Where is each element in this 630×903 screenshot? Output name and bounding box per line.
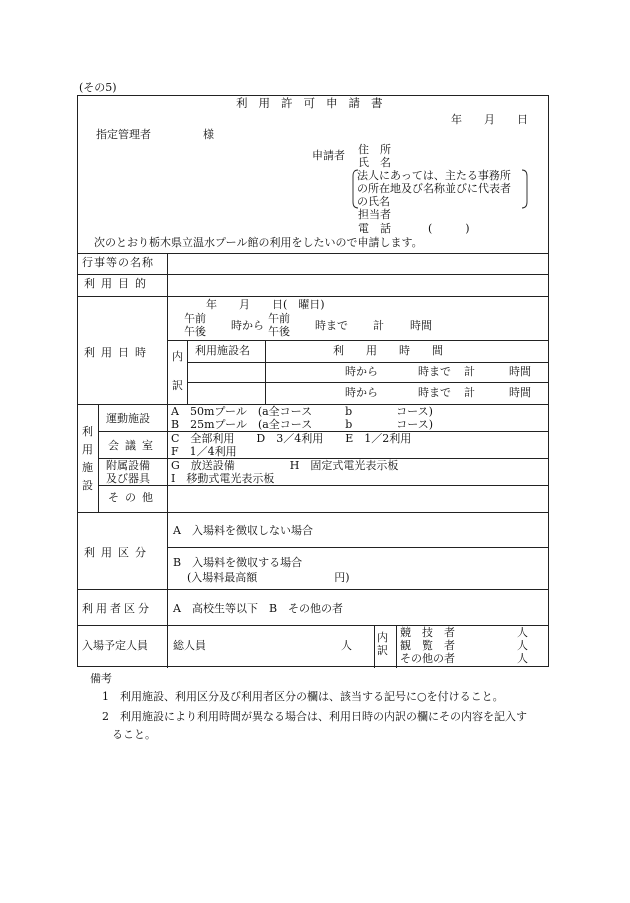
- attendance-breakdown: 訳: [377, 644, 388, 657]
- form-title: 利用許可申請書: [236, 96, 394, 110]
- divider: [167, 404, 168, 668]
- divider: [167, 253, 168, 404]
- others-label: その他の者: [400, 652, 455, 665]
- divider: [98, 404, 99, 512]
- corp-note: の所在地及び名称並びに代表者: [357, 182, 511, 195]
- form-number: (その5): [79, 81, 117, 94]
- user-class-label: 利用者区分: [82, 602, 152, 615]
- addressee-suffix: 様: [203, 128, 214, 141]
- divider: [167, 340, 548, 341]
- facility-option-a: A 50mプール (a全コース b コース): [171, 405, 433, 418]
- datetime-label: 利用日時: [84, 346, 152, 359]
- attendance-breakdown: 内: [377, 631, 388, 644]
- attendance-total: 総人員: [173, 639, 206, 652]
- am-label: 午前: [268, 312, 290, 325]
- applicant-label: 申請者: [312, 149, 345, 162]
- hours-label: 時間: [410, 319, 432, 332]
- phone-label: 電 話: [358, 222, 391, 235]
- note-2-continued: ること。: [112, 728, 156, 741]
- until-label: 時まで: [315, 319, 348, 332]
- facility-option-g: G 放送設備 H 固定式電光表示板: [171, 459, 399, 472]
- facility-column-header: 利用施設名: [195, 344, 250, 357]
- sports-facility-label: 運動施設: [106, 412, 150, 425]
- equipment-label: 及び器具: [106, 472, 150, 485]
- equipment-label: 附属設備: [106, 459, 150, 472]
- attendance-label: 入場予定人員: [82, 639, 148, 652]
- corp-note: の氏名: [357, 195, 390, 208]
- usage-class-label: 利用区分: [84, 546, 152, 559]
- facility-option-b: B 25mプール (a全コース b コース): [171, 418, 434, 431]
- facility-group-label: 用: [82, 443, 93, 456]
- user-class-options: A 高校生等以下 B その他の者: [173, 602, 344, 615]
- divider: [78, 253, 548, 254]
- attendance-unit: 人: [341, 639, 352, 652]
- corp-note: 法人にあっては、主たる事務所: [357, 169, 511, 182]
- row-total: 計: [464, 365, 475, 378]
- from-label: 時から: [231, 319, 264, 332]
- breakdown-label: 訳: [172, 379, 183, 392]
- row-from: 時から: [345, 365, 378, 378]
- am-label: 午前: [184, 312, 206, 325]
- address-label: 住 所: [358, 143, 391, 156]
- meeting-room-label: 会議室: [108, 439, 159, 452]
- row-from: 時から: [345, 386, 378, 399]
- phone-paren: ( ): [428, 222, 470, 235]
- divider: [78, 625, 548, 626]
- divider: [396, 625, 397, 668]
- facility-option-i: I 移動式電光表示板: [171, 472, 275, 485]
- note-2: 2 利用施設により利用時間が異なる場合は、利用日時の内訳の欄にその内容を記入す: [102, 710, 527, 723]
- row-total: 計: [464, 386, 475, 399]
- divider: [78, 296, 548, 297]
- event-name-label: 行事等の名称: [82, 256, 154, 269]
- other-facility-label: その他: [108, 491, 159, 504]
- pm-label: 午後: [268, 325, 290, 338]
- usage-option-a: A 入場料を徴収しない場合: [173, 524, 313, 537]
- divider: [187, 382, 548, 383]
- competitors-label: 競 技 者: [400, 626, 455, 639]
- spectators-unit: 人: [517, 639, 528, 652]
- name-label: 氏 名: [358, 156, 391, 169]
- divider: [78, 589, 548, 590]
- total-label: 計: [373, 319, 384, 332]
- divider: [98, 485, 548, 486]
- notes-title: 備考: [90, 672, 112, 685]
- divider: [167, 547, 548, 548]
- competitors-unit: 人: [517, 626, 528, 639]
- pm-label: 午後: [184, 325, 206, 338]
- usage-option-b-detail: (入場料最高額 円): [187, 571, 350, 584]
- facility-group-label: 利: [82, 425, 93, 438]
- row-until: 時まで: [418, 386, 451, 399]
- contact-label: 担当者: [358, 208, 391, 221]
- divider: [374, 625, 375, 668]
- divider: [265, 340, 266, 404]
- time-column-header: 利 用 時 間: [333, 344, 443, 357]
- breakdown-label: 内: [172, 350, 183, 363]
- divider: [78, 274, 548, 275]
- row-hours: 時間: [509, 386, 531, 399]
- row-until: 時まで: [418, 365, 451, 378]
- others-unit: 人: [517, 652, 528, 665]
- purpose-label: 利用目的: [84, 277, 152, 290]
- addressee: 指定管理者: [96, 128, 151, 141]
- facility-group-label: 設: [82, 479, 93, 492]
- note-1: 1 利用施設、利用区分及び利用者区分の欄は、該当する記号に○を付けること。: [102, 690, 504, 703]
- facility-option-c: C 全部利用 D 3／4利用 E 1／2利用: [171, 432, 412, 445]
- date-line: 年 月 日: [451, 113, 528, 126]
- date-row: 年 月 日( 曜日): [206, 298, 325, 311]
- facility-group-label: 施: [82, 461, 93, 474]
- usage-option-b: B 入場料を徴収する場合: [173, 556, 303, 569]
- request-text: 次のとおり栃木県立温水プール館の利用をしたいので申請します。: [94, 236, 423, 249]
- divider: [187, 362, 548, 363]
- spectators-label: 観 覧 者: [400, 639, 455, 652]
- facility-option-f: F 1／4利用: [171, 445, 237, 458]
- divider: [187, 340, 188, 404]
- divider: [78, 512, 548, 513]
- row-hours: 時間: [509, 365, 531, 378]
